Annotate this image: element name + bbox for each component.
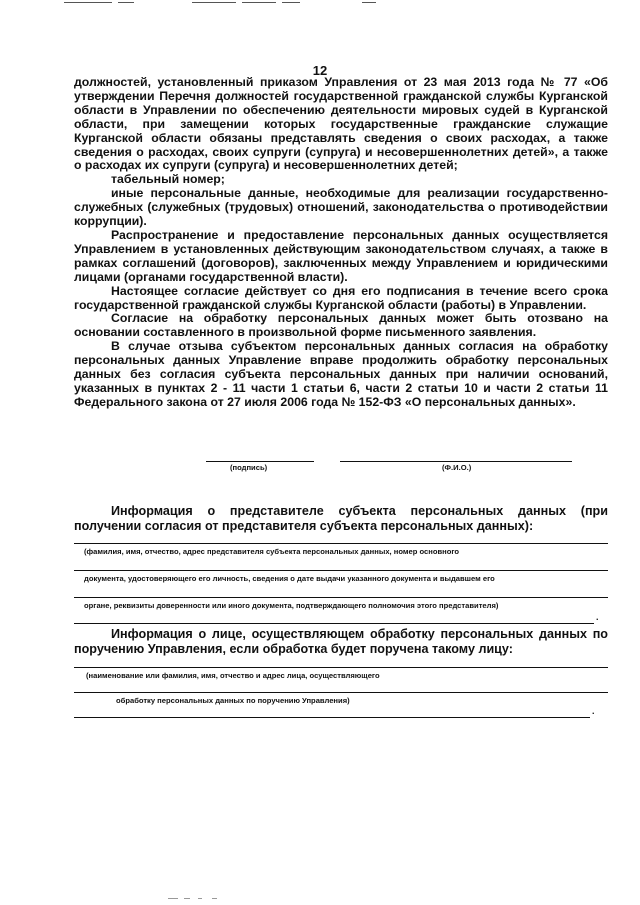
paragraph-revocation: Согласие на обработку персональных данных может быть отозвано на основании составленного в произвольной форме письменного заявления. bbox=[74, 311, 608, 340]
processor-line-3 bbox=[74, 717, 590, 718]
scan-top-edge bbox=[0, 0, 640, 6]
paragraph-other-data: иные персональные данные, необходимые для реализации государственно-служебных (служебных (трудовых) отношений, законодательства о противодействии коррупции). bbox=[74, 186, 608, 229]
page-number: 12 bbox=[312, 63, 328, 78]
processor-end-mark: . bbox=[592, 706, 595, 716]
processor-caption-1: (наименование или фамилия, имя, отчество и адрес лица, осуществляющего bbox=[86, 671, 380, 680]
representative-line-1 bbox=[74, 543, 608, 544]
representative-line-3 bbox=[74, 597, 608, 598]
processor-line-2 bbox=[74, 692, 608, 693]
representative-end-mark: . bbox=[596, 612, 599, 622]
representative-caption-2: документа, удостоверяющего его личность, сведения о дате выдачи указанного документа и выдавшем его bbox=[84, 574, 495, 583]
signature-caption: (подпись) bbox=[230, 463, 268, 472]
processor-heading: Информация о лице, осуществляющем обработку персональных данных по поручению Управления, если обработка будет поручена такому лицу: bbox=[74, 627, 608, 656]
processor-line-1 bbox=[74, 667, 608, 668]
signature-line bbox=[206, 461, 314, 462]
representative-heading: Информация о представителе субъекта персональных данных (при получении согласия от представителя субъекта персональных данных): bbox=[74, 504, 608, 533]
full-name-caption: (Ф.И.О.) bbox=[442, 463, 472, 472]
representative-line-2 bbox=[74, 570, 608, 571]
scan-bottom-edge bbox=[0, 896, 640, 902]
processor-section bbox=[74, 627, 608, 657]
paragraph-positions-list: должностей, установленный приказом Управления от 23 мая 2013 года № 77 «Об утверждении Перечня должностей государственной гражданской службы Курганской области в Управлении по обеспечению деятельности мировых судей в Курганской области, при замещении которых государственные гражданские служащие Курганской области обязаны представлять сведения о своих расходах, а также сведения о расходах, своих супруги (супруга) и несовершеннолетних детей», а также о расходах их супруги (супруга) и несовершеннолетних детей; bbox=[74, 75, 608, 173]
paragraph-validity: Настоящее согласие действует со дня его подписания в течение всего срока государственной гражданской службы Курганской области (работы) в Управлении. bbox=[74, 283, 608, 312]
representative-section bbox=[74, 504, 608, 534]
paragraph-continued-processing: В случае отзыва субъектом персональных данных согласия на обработку персональных данных Управление вправе продолжить обработку персональных данных без согласия субъекта персональных данных при наличии оснований, указанных в пунктах 2 - 11 части 1 статьи 6, части 2 статьи 10 и части 2 статьи 11 Федерального закона от 27 июля 2006 года № 152-ФЗ «О персональных данных». bbox=[74, 339, 608, 409]
representative-line-4 bbox=[74, 623, 594, 624]
full-name-line bbox=[340, 461, 572, 462]
representative-caption-3: органе, реквизиты доверенности или иного документа, подтверждающего полномочия этого представителя) bbox=[84, 601, 499, 610]
paragraph-distribution: Распространение и предоставление персональных данных осуществляется Управлением в установленных действующим законодательством случаях, а также в рамках соглашений (договоров), заключенных между Управлением и юридическими лицами (органами государственной власти). bbox=[74, 227, 608, 284]
paragraph-personnel-number: табельный номер; bbox=[111, 172, 225, 187]
consent-body bbox=[74, 76, 608, 410]
processor-caption-2: обработку персональных данных по поручению Управления) bbox=[116, 696, 350, 705]
representative-caption-1: (фамилия, имя, отчество, адрес представителя субъекта персональных данных, номер основного bbox=[84, 547, 460, 556]
